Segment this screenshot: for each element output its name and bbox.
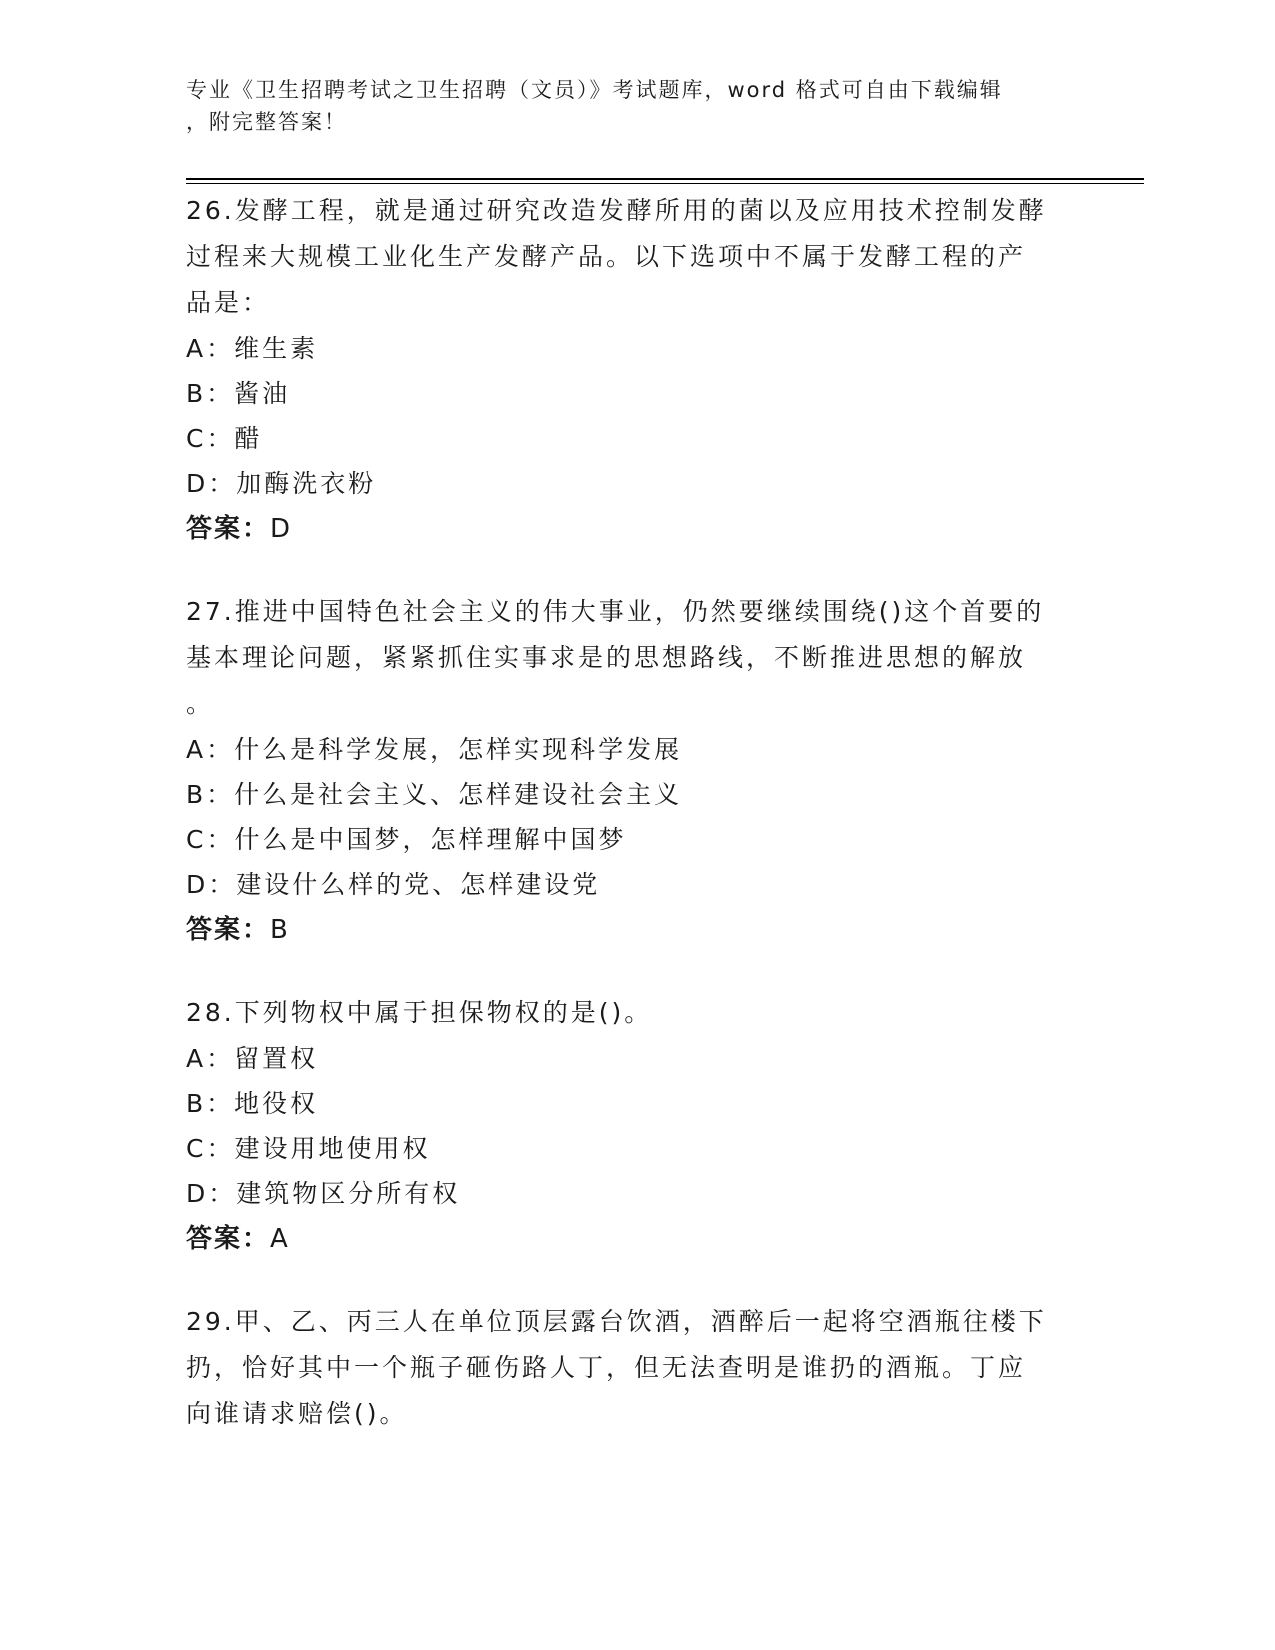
answer-label: 答案： [186,514,271,544]
question-stem [186,188,1066,326]
answer-value: D [270,514,293,544]
question-item [186,1299,1086,1437]
answer-line [186,506,1086,552]
stem-line: 扔，恰好其中一个瓶子砸伤路人丁，但无法查明是谁扔的酒瓶。丁应 [186,1353,1027,1382]
option-b: B：酱油 [186,379,291,408]
stem-line: 过程来大规模工业化生产发酵产品。以下选项中不属于发酵工程的产 [186,242,1027,271]
stem-line: 基本理论问题，紧紧抓住实事求是的思想路线，不断推进思想的解放 [186,643,1027,672]
option-d: D：建设什么样的党、怎样建设党 [186,870,601,899]
answer-line [186,1216,1086,1262]
stem-line: 26.发酵工程，就是通过研究改造发酵所用的菌以及应用技术控制发酵 [186,196,1047,225]
question-item [186,990,1086,1262]
question-list [186,188,1086,1474]
answer-value: B [270,915,290,945]
option-a: A：维生素 [186,334,319,363]
option-a: A：什么是科学发展，怎样实现科学发展 [186,735,683,764]
option-c: C：建设用地使用权 [186,1134,431,1163]
option-c: C：醋 [186,424,263,453]
option-b: B：什么是社会主义、怎样建设社会主义 [186,780,683,809]
answer-line [186,907,1086,953]
question-stem [186,589,1066,727]
header-divider [186,178,1144,180]
stem-line: 29.甲、乙、丙三人在单位顶层露台饮酒，酒醉后一起将空酒瓶往楼下 [186,1307,1047,1336]
question-item [186,589,1086,953]
stem-line: 27.推进中国特色社会主义的伟大事业，仍然要继续围绕()这个首要的 [186,597,1045,626]
option-b: B：地役权 [186,1089,319,1118]
answer-label: 答案： [186,915,271,945]
document-header [186,74,1066,138]
question-stem [186,990,1066,1036]
stem-line: 向谁请求赔偿()。 [186,1399,408,1428]
answer-label: 答案： [186,1224,271,1254]
stem-line: 28.下列物权中属于担保物权的是()。 [186,998,653,1027]
option-c: C：什么是中国梦，怎样理解中国梦 [186,825,627,854]
option-d: D：加酶洗衣粉 [186,469,377,498]
question-item [186,188,1086,552]
option-d: D：建筑物区分所有权 [186,1179,461,1208]
stem-line: 。 [186,689,215,718]
header-line: ，附完整答案！ [186,110,347,134]
option-a: A：留置权 [186,1044,319,1073]
header-divider-thin [186,183,1144,184]
answer-value: A [270,1224,290,1254]
question-stem [186,1299,1066,1437]
stem-line: 品是： [186,288,271,317]
header-line: 专业《卫生招聘考试之卫生招聘（文员）》考试题库，word 格式可自由下载编辑 [186,78,1003,102]
